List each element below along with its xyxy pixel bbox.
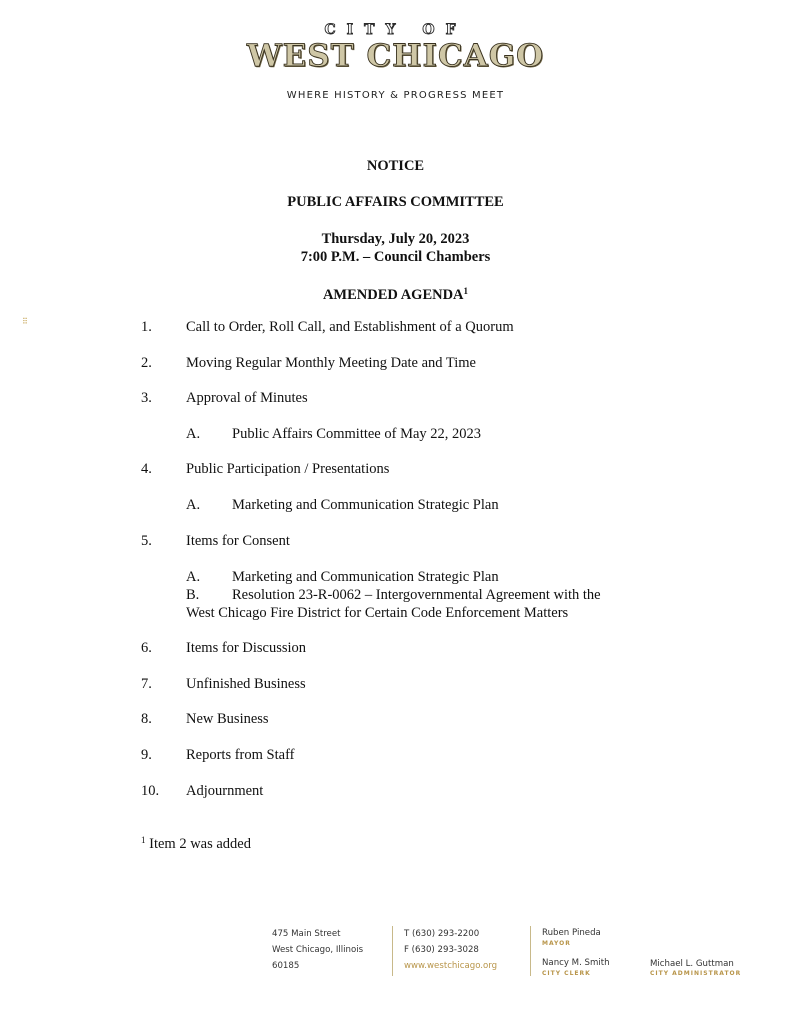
agenda-item-number: 3. <box>141 390 152 406</box>
footer-fax: F (630) 293-3028 <box>404 945 479 955</box>
footer-phone: T (630) 293-2200 <box>404 929 480 939</box>
administrator-role: CITY ADMINISTRATOR <box>650 970 742 977</box>
agenda-subitem-letter: A. <box>186 426 201 442</box>
agenda-item-text: Unfinished Business <box>186 676 306 692</box>
agenda-subitem-text: Marketing and Communication Strategic Plan <box>232 497 499 513</box>
agenda-subitem-text: Resolution 23-R-0062 – Intergovernmental Agreement with the <box>232 587 601 603</box>
footer-mayor <box>542 926 601 948</box>
agenda-footnote-mark: 1 <box>463 286 469 296</box>
agenda-item-text: Public Participation / Presentations <box>186 461 390 477</box>
agenda-item-text: Reports from Staff <box>186 747 295 763</box>
logo-west-chicago: WEST CHICAGO <box>246 38 545 74</box>
logo-tagline: WHERE HISTORY & PROGRESS MEET <box>286 90 505 101</box>
clerk-name: Nancy M. Smith <box>542 958 610 968</box>
agenda-item-text: Adjournment <box>186 783 264 799</box>
agenda-item-number: 10. <box>141 783 160 799</box>
footer-divider <box>530 926 531 976</box>
agenda-item-number: 9. <box>141 747 152 763</box>
footnote-text: Item 2 was added <box>145 836 251 852</box>
footer-address-line: 60185 <box>272 961 300 971</box>
clerk-role: CITY CLERK <box>542 970 591 977</box>
agenda-item-text: Approval of Minutes <box>186 390 308 406</box>
footer-divider <box>392 926 393 976</box>
footnote-mark: 1 <box>141 835 146 845</box>
agenda-subitem-letter: B. <box>186 587 200 603</box>
agenda-item-text: New Business <box>186 711 269 727</box>
decorative-speck-icon: ⠿ <box>22 317 28 326</box>
notice-heading: NOTICE <box>366 158 425 174</box>
footer-clerk <box>542 956 610 978</box>
committee-heading: PUBLIC AFFAIRS COMMITTEE <box>287 194 504 210</box>
agenda-item-number: 4. <box>141 461 152 477</box>
footer-address <box>272 926 363 974</box>
agenda-item-text: Items for Discussion <box>186 640 307 656</box>
administrator-name: Michael L. Guttman <box>650 959 734 969</box>
agenda-item-text: Call to Order, Roll Call, and Establishment of a Quorum <box>186 319 514 335</box>
agenda-item-number: 1. <box>141 319 152 335</box>
agenda-item-text: Moving Regular Monthly Meeting Date and Time <box>186 355 476 371</box>
agenda-subitem-letter: A. <box>186 569 201 585</box>
mayor-name: Ruben Pineda <box>542 928 601 938</box>
agenda-item-number: 6. <box>141 640 152 656</box>
agenda-item-text: Items for Consent <box>186 533 290 549</box>
footer-administrator <box>650 958 741 978</box>
footer-address-line: West Chicago, Illinois <box>272 945 364 955</box>
agenda-item-number: 2. <box>141 355 152 371</box>
footer-contact <box>404 926 497 974</box>
meeting-date: Thursday, July 20, 2023 <box>321 231 470 247</box>
agenda-item-number: 8. <box>141 711 152 727</box>
agenda-subitem-continuation: West Chicago Fire District for Certain Code Enforcement Matters <box>186 605 569 621</box>
footer-address-line: 475 Main Street <box>272 929 341 939</box>
footer-website-link[interactable]: www.westchicago.org <box>404 961 498 971</box>
agenda-item-number: 5. <box>141 533 152 549</box>
agenda-subitem-text: Public Affairs Committee of May 22, 2023 <box>232 426 482 442</box>
mayor-role: MAYOR <box>542 940 571 947</box>
meeting-time-place: 7:00 P.M. – Council Chambers <box>300 249 491 265</box>
agenda-subitem-letter: A. <box>186 497 201 513</box>
footnote <box>141 835 251 853</box>
agenda-title: AMENDED AGENDA$^1$ <box>322 286 469 303</box>
agenda-item-number: 7. <box>141 676 152 692</box>
logo-city-of: CITY OF <box>324 22 467 38</box>
agenda-subitem-text: Marketing and Communication Strategic Plan <box>232 569 499 585</box>
